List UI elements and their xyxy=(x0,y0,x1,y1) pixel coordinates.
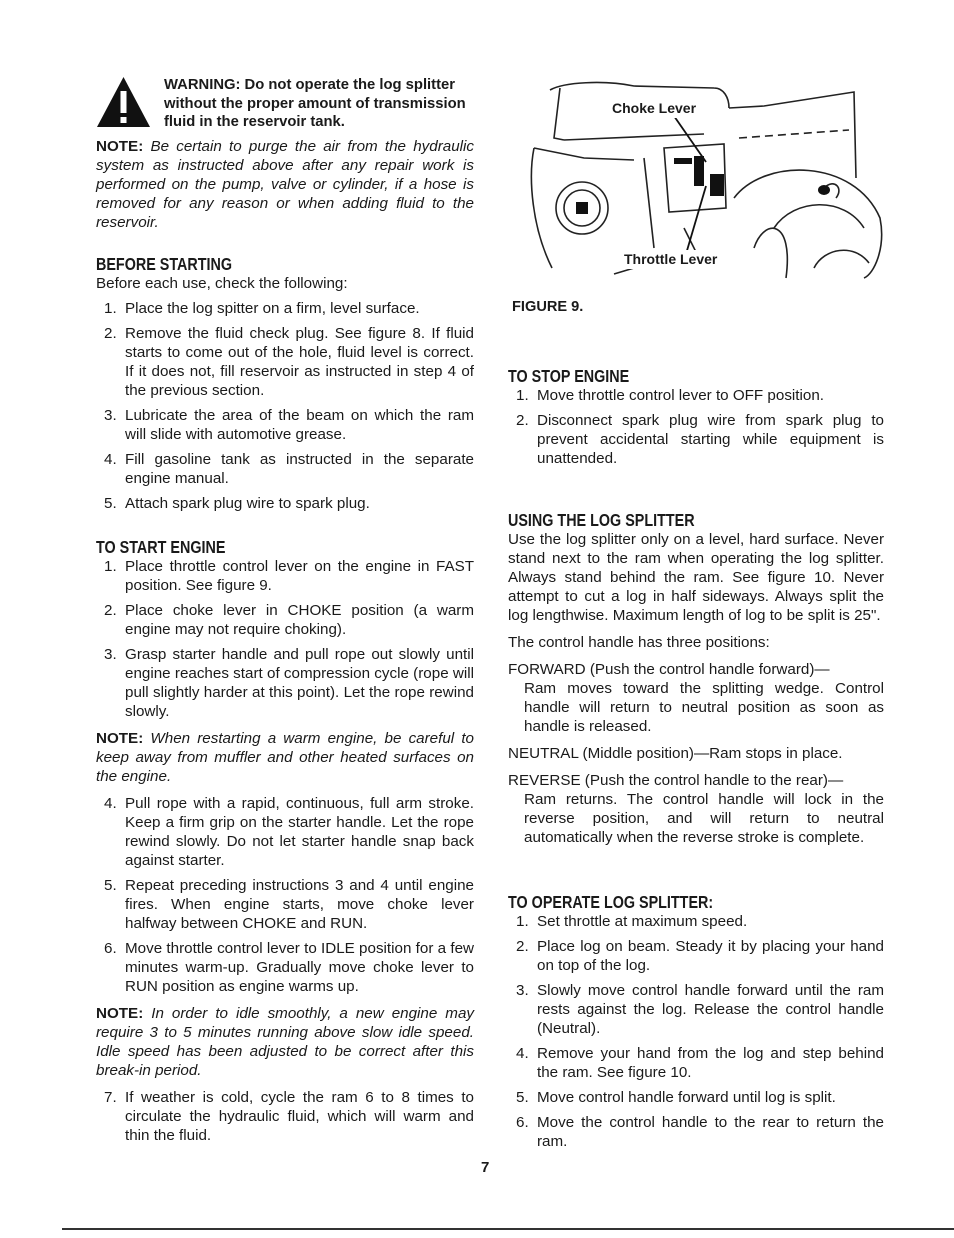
note-text: Be certain to purge the air from the hydraulic system as instructed above after any repair work is performed on the pump, valve or cylinder, if a hose is removed for any reason or when adding fluid to the reservoir. xyxy=(96,138,474,231)
warning-triangle-icon xyxy=(96,76,151,128)
positions-intro: The control handle has three positions: xyxy=(508,634,770,651)
list-item: 3. Slowly move control handle forward until the ram rests against the log. Release the control handle (Neutral). xyxy=(516,982,884,1037)
reverse-heading: REVERSE (Push the control handle to the rear)— xyxy=(508,772,844,789)
list-item: 3. Lubricate the area of the beam on which the ram will slide with automotive grease. xyxy=(104,407,474,443)
list-item: 1. Set throttle at maximum speed. xyxy=(516,913,748,930)
list-item: 3. Grasp starter handle and pull rope out slowly until engine reaches start of compression cycle (rope will pull slightly harder at this point). Let the rope rewind slowly. xyxy=(104,646,474,720)
list-item: 7. If weather is cold, cycle the ram 6 to 8 times to circulate the hydraulic fluid, which will warm and thin the fluid. xyxy=(104,1089,474,1144)
list-item: 4. Pull rope with a rapid, continuous, full arm stroke. Keep a firm grip on the starter handle. Let the rope rewind slowly. Do not let starter handle snap back against starter. xyxy=(104,795,474,869)
start-engine-section xyxy=(96,537,474,1145)
stop-engine-heading: TO STOP ENGINE xyxy=(508,366,630,386)
list-item: 5. Repeat preceding instructions 3 and 4 until engine fires. When engine starts, move choke lever halfway between CHOKE and RUN. xyxy=(104,877,474,932)
list-item: 1. Place the log spitter on a firm, level surface. xyxy=(104,300,420,317)
forward-heading: FORWARD (Push the control handle forward)— xyxy=(508,661,830,678)
note-warm-engine: NOTE: When restarting a warm engine, be careful to keep away from muffler and other heated surfaces on the engine. xyxy=(96,730,474,785)
list-item: 1. Move throttle control lever to OFF position. xyxy=(516,387,824,404)
list-item: 4. Fill gasoline tank as instructed in the separate engine manual. xyxy=(104,451,474,487)
stop-engine-list xyxy=(508,386,884,468)
list-item: 6. Move throttle control lever to IDLE position for a few minutes warm-up. Gradually move choke lever to RUN position as engine warms up. xyxy=(104,940,474,995)
list-item: 5. Move control handle forward until log is split. xyxy=(516,1089,836,1106)
before-starting-intro: Before each use, check the following: xyxy=(96,275,348,292)
reverse-description: Ram returns. The control handle will lock in the reverse position, and will return to neutral automatically when the reverse stroke is complete. xyxy=(524,791,884,846)
page-number: 7 xyxy=(481,1159,490,1176)
list-item: 2. Place log on beam. Steady it by placing your hand on top of the log. xyxy=(516,938,884,974)
list-item: 4. Remove your hand from the log and step behind the ram. See figure 10. xyxy=(516,1045,884,1081)
before-starting-section xyxy=(96,254,474,513)
forward-description: Ram moves toward the splitting wedge. Control handle will return to neutral position as soon as handle is released. xyxy=(524,680,884,735)
operate-heading: TO OPERATE LOG SPLITTER: xyxy=(508,892,714,912)
warning-text: WARNING: Do not operate the log splitter without the proper amount of transmission fluid in the reservoir tank. xyxy=(164,77,466,131)
note-label: NOTE: xyxy=(96,138,144,155)
operate-log-splitter-section xyxy=(508,892,884,1151)
using-log-splitter-section xyxy=(508,510,884,847)
neutral-description: NEUTRAL (Middle position)—Ram stops in place. xyxy=(508,745,843,762)
using-heading: USING THE LOG SPLITTER xyxy=(508,510,695,530)
figure-9-engine-illustration xyxy=(524,78,888,288)
using-paragraph: Use the log splitter only on a level, hard surface. Never stand next to the ram when operating the log splitter. Always stand behind the ram. See figure 10. Never attempt to cut a log in half sideways. Always split the log lengthwise. Maximum length of log to be split is 25". xyxy=(508,531,884,624)
start-engine-list-a xyxy=(96,557,474,721)
start-engine-heading: TO START ENGINE xyxy=(96,537,226,557)
figure-caption: FIGURE 9. xyxy=(512,299,584,315)
note-purge-air xyxy=(96,137,474,232)
throttle-lever-label: Throttle Lever xyxy=(624,251,718,267)
list-item: 2. Place choke lever in CHOKE position (a warm engine may not require choking). xyxy=(104,602,474,638)
list-item: 5. Attach spark plug wire to spark plug. xyxy=(104,495,370,512)
stop-engine-section xyxy=(508,366,884,468)
warning-block xyxy=(96,76,476,134)
start-engine-list-c xyxy=(96,1088,474,1145)
list-item: 2. Remove the fluid check plug. See figure 8. If fluid starts to come out of the hole, fluid level is correct. If it does not, fill reservoir as instructed in step 4 of the previous section. xyxy=(104,325,474,399)
operate-list xyxy=(508,912,884,1151)
note-idle-speed: NOTE: In order to idle smoothly, a new engine may require 3 to 5 minutes running above slow idle speed. Idle speed has been adjusted to be correct after this break-in period. xyxy=(96,1005,474,1079)
choke-lever-label: Choke Lever xyxy=(612,100,697,116)
before-starting-heading: BEFORE STARTING xyxy=(96,254,233,274)
list-item: 2. Disconnect spark plug wire from spark plug to prevent accidental starting while equipment is unattended. xyxy=(516,412,884,467)
start-engine-list-b xyxy=(96,794,474,996)
before-starting-list xyxy=(96,299,474,513)
list-item: 1. Place throttle control lever on the engine in FAST position. See figure 9. xyxy=(104,558,474,594)
bottom-rule xyxy=(62,1228,954,1230)
list-item: 6. Move the control handle to the rear to return the ram. xyxy=(516,1114,884,1150)
